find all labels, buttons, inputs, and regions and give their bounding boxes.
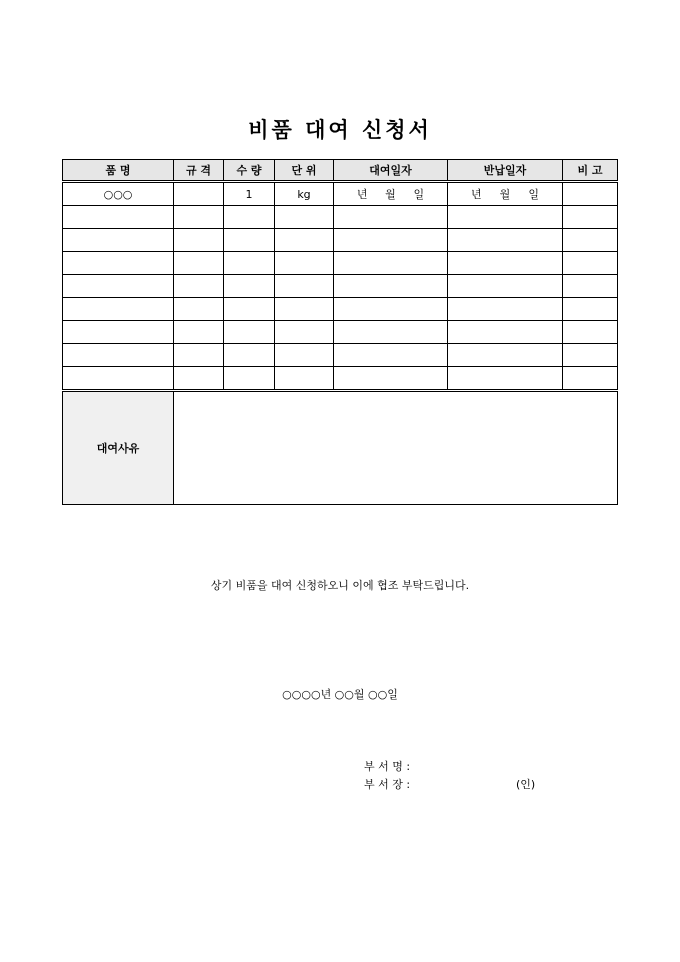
table-cell[interactable] <box>275 252 334 275</box>
table-row <box>63 367 618 391</box>
table-cell[interactable] <box>275 229 334 252</box>
table-cell[interactable] <box>63 367 174 391</box>
table-cell[interactable] <box>275 298 334 321</box>
department-head-label: 부 서 장 : <box>364 778 411 791</box>
header-spec: 규 격 <box>174 160 224 182</box>
table-cell[interactable] <box>275 344 334 367</box>
cell-unit[interactable]: kg <box>275 182 334 206</box>
table-cell[interactable] <box>174 344 224 367</box>
table-cell[interactable] <box>563 229 618 252</box>
table-cell[interactable] <box>63 298 174 321</box>
rent-month-label: 월 <box>385 188 396 201</box>
table-cell[interactable] <box>275 321 334 344</box>
cell-return-date[interactable] <box>448 182 563 206</box>
application-date: ○○○○년 ○○월 ○○일 <box>282 688 398 701</box>
document-title: 비품 대여 신청서 <box>248 118 432 142</box>
rental-table <box>62 159 618 505</box>
cell-quantity[interactable]: 1 <box>224 182 275 206</box>
table-row <box>63 229 618 252</box>
table-cell[interactable] <box>224 367 275 391</box>
return-month-label: 월 <box>499 188 511 201</box>
table-cell[interactable] <box>275 206 334 229</box>
table-cell[interactable] <box>334 344 448 367</box>
table-cell[interactable] <box>448 229 563 252</box>
department-name-label: 부 서 명 : <box>364 760 411 773</box>
header-item-name: 품 명 <box>63 160 174 182</box>
table-cell[interactable] <box>448 321 563 344</box>
table-cell[interactable] <box>174 229 224 252</box>
table-cell[interactable] <box>448 367 563 391</box>
table-cell[interactable] <box>174 275 224 298</box>
table-cell[interactable] <box>563 206 618 229</box>
reason-label: 대여사유 <box>63 391 174 505</box>
table-row <box>63 206 618 229</box>
table-cell[interactable] <box>174 367 224 391</box>
table-cell[interactable] <box>174 298 224 321</box>
table-cell[interactable] <box>563 344 618 367</box>
table-cell[interactable] <box>224 206 275 229</box>
table-cell[interactable] <box>334 275 448 298</box>
table-cell[interactable] <box>448 275 563 298</box>
table-cell[interactable] <box>334 298 448 321</box>
table-cell[interactable] <box>563 275 618 298</box>
table-row <box>63 252 618 275</box>
table-cell[interactable] <box>448 206 563 229</box>
table-cell[interactable] <box>563 367 618 391</box>
table-cell[interactable] <box>174 252 224 275</box>
table-cell[interactable] <box>334 321 448 344</box>
table-cell[interactable] <box>334 367 448 391</box>
return-year-label: 년 <box>471 188 482 201</box>
table-cell[interactable] <box>63 344 174 367</box>
header-note: 비 고 <box>563 160 618 182</box>
table-cell[interactable] <box>563 298 618 321</box>
table-row <box>63 298 618 321</box>
header-return-date: 반납일자 <box>448 160 563 182</box>
cell-rent-date[interactable] <box>334 182 448 206</box>
table-cell[interactable] <box>63 275 174 298</box>
table-cell[interactable] <box>448 298 563 321</box>
table-cell[interactable] <box>334 229 448 252</box>
table-cell[interactable] <box>224 344 275 367</box>
reason-row <box>63 391 618 505</box>
table-row <box>63 344 618 367</box>
table-cell[interactable] <box>563 321 618 344</box>
table-cell[interactable] <box>275 367 334 391</box>
return-day-label: 일 <box>528 188 539 201</box>
table-cell[interactable] <box>174 206 224 229</box>
table-cell[interactable] <box>563 252 618 275</box>
request-statement: 상기 비품을 대여 신청하오니 이에 협조 부탁드립니다. <box>210 579 470 592</box>
header-rent-date: 대여일자 <box>334 160 448 182</box>
header-quantity: 수 량 <box>224 160 275 182</box>
table-cell[interactable] <box>224 298 275 321</box>
cell-spec[interactable] <box>174 182 224 206</box>
table-row <box>63 182 618 206</box>
table-cell[interactable] <box>63 321 174 344</box>
table-cell[interactable] <box>63 206 174 229</box>
table-cell[interactable] <box>224 275 275 298</box>
table-cell[interactable] <box>448 344 563 367</box>
table-cell[interactable] <box>63 229 174 252</box>
table-cell[interactable] <box>334 252 448 275</box>
cell-item-name[interactable]: ○○○ <box>63 182 174 206</box>
table-row <box>63 275 618 298</box>
rent-year-label: 년 <box>356 188 368 201</box>
table-cell[interactable] <box>334 206 448 229</box>
table-row <box>63 321 618 344</box>
cell-note[interactable] <box>563 182 618 206</box>
header-unit: 단 위 <box>275 160 334 182</box>
reason-field[interactable] <box>174 391 618 505</box>
table-cell[interactable] <box>224 321 275 344</box>
table-cell[interactable] <box>63 252 174 275</box>
table-header-row <box>63 160 618 182</box>
table-cell[interactable] <box>448 252 563 275</box>
table-cell[interactable] <box>224 252 275 275</box>
rent-day-label: 일 <box>413 188 425 201</box>
seal-mark: (인) <box>516 778 536 791</box>
table-cell[interactable] <box>224 229 275 252</box>
table-cell[interactable] <box>174 321 224 344</box>
table-cell[interactable] <box>275 275 334 298</box>
